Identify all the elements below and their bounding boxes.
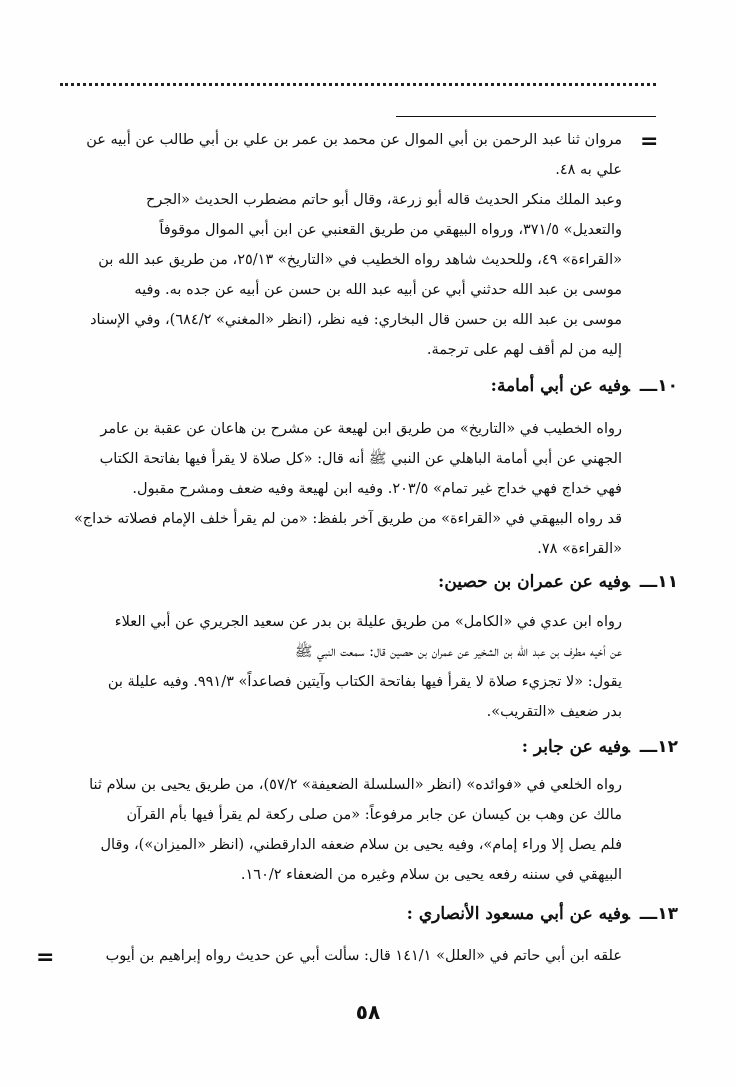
- section-number: ١١ـــ: [639, 572, 678, 592]
- paragraph-4: [60, 607, 622, 727]
- text-line: «القراءة» ٤٩، وللحديث شاهد رواه الخطيب في «التاريخ» ٢٥/١٣، من طريق عبد الله بن: [98, 252, 622, 268]
- text-line: مالك عن وهب بن كيسان عن جابر مرفوعاً: «من صلى ركعة لم يقرأ فيها بأم القرآن: [126, 807, 622, 823]
- text-line: موسى بن عبد الله حدثني أبي عن أبيه عبد الله بن حسن عن أبيه عن جده به. وفيه: [134, 282, 622, 298]
- paragraph-2: [60, 185, 622, 365]
- section-title: وفيه عن عمران بن حصين:: [438, 572, 630, 592]
- text-line: البيهقي في سننه رفعه يحيى بن سلام وغيره من الضعفاء ١٦٠/٢.: [240, 867, 622, 883]
- text-line: الجهني عن أبي أمامة الباهلي عن النبي ﷺ أنه قال: «كل صلاة لا يقرأ فيها بفاتحة الكتاب: [99, 451, 622, 467]
- section-title: وفيه عن أبي مسعود الأنصاري :: [406, 904, 630, 924]
- paragraph-3: [60, 414, 622, 564]
- text-line: مروان ثنا عبد الرحمن بن أبي الموال عن محمد بن عمر بن علي بن أبي طالب عن أبيه عن: [86, 132, 622, 148]
- text-line: بدر ضعيف «التقريب».: [486, 704, 622, 720]
- text-line: قد رواه البيهقي في «القراءة» من طريق آخر بلفظ: «من لم يقرأ خلف الإمام فصلاته خداج»: [73, 511, 622, 527]
- text-line: يقول: «لا تجزيء صلاة لا يقرأ فيها بفاتحة الكتاب وآيتين فصاعداً» ٩٩١/٣. وفيه عليلة بن: [107, 674, 622, 690]
- text-line: موسى بن عبد الله بن حسن قال البخاري: فيه نظر، (انظر «المغني» ٦٨٤/٢)، وفي الإسناد: [90, 312, 622, 328]
- footnote-rule: [396, 116, 656, 117]
- paragraph-5: [60, 770, 622, 890]
- section-heading-11: [438, 572, 678, 592]
- section-title: وفيه عن أبي أمامة:: [490, 376, 630, 396]
- section-title: وفيه عن جابر :: [521, 737, 630, 757]
- text-line: وعبد الملك منكر الحديث قاله أبو زرعة، وقال أبو حاتم مضطرب الحديث «الجرح: [146, 192, 622, 208]
- section-number: ١٣ـــ: [639, 904, 678, 924]
- text-line: فهي خداج فهي خداج غير تمام» ٢٠٣/٥. وفيه ابن لهيعة وفيه ضعف ومشرح مقبول.: [132, 481, 622, 497]
- text-line: عن أخيه مطرف بن عبد الله بن الشخير عن عمران بن حصين قال: سمعت النبي ﷺ: [294, 644, 622, 660]
- text-line: علي به ٤٨.: [555, 162, 622, 178]
- section-heading-10: [491, 376, 678, 396]
- section-heading-12: [522, 737, 678, 757]
- text-line: إليه من لم أقف لهم على ترجمة.: [426, 342, 622, 358]
- paragraph-1: [60, 125, 622, 185]
- dotted-separator: [60, 83, 656, 86]
- text-line: رواه الخطيب في «التاريخ» من طريق ابن لهيعة عن مشرح بن هاعان عن عقبة بن عامر: [100, 421, 622, 437]
- page-number: ٥٨: [355, 1000, 381, 1024]
- continuation-mark-bottom: =: [36, 945, 55, 970]
- text-line: «القراءة» ٧٨.: [537, 541, 622, 557]
- text-line: والتعديل» ٣٧١/٥، ورواه البيهقي من طريق القعنبي عن ابن أبي الموال موقوفاً: [159, 222, 622, 238]
- text-line: فلم يصل إلا وراء إمام»، وفيه يحيى بن سلام ضعفه الدارقطني، (انظر «الميزان»)، وقال: [100, 837, 622, 853]
- text-line: رواه الخلعي في «فوائده» (انظر «السلسلة الضعيفة» ٥٧/٢)، من طريق يحيى بن سلام ثنا: [89, 777, 622, 793]
- section-number: ١٢ـــ: [639, 737, 678, 757]
- continuation-mark-top: =: [640, 129, 659, 154]
- section-number: ١٠ـــ: [639, 376, 678, 396]
- section-heading-13: [407, 904, 678, 924]
- text-line: رواه ابن عدي في «الكامل» من طريق عليلة بن بدر عن سعيد الجريري عن أبي العلاء: [114, 614, 622, 630]
- paragraph-6: [60, 941, 622, 971]
- text-line: علقه ابن أبي حاتم في «العلل» ١٤١/١ قال: سألت أبي عن حديث رواه إبراهيم بن أيوب: [105, 948, 622, 964]
